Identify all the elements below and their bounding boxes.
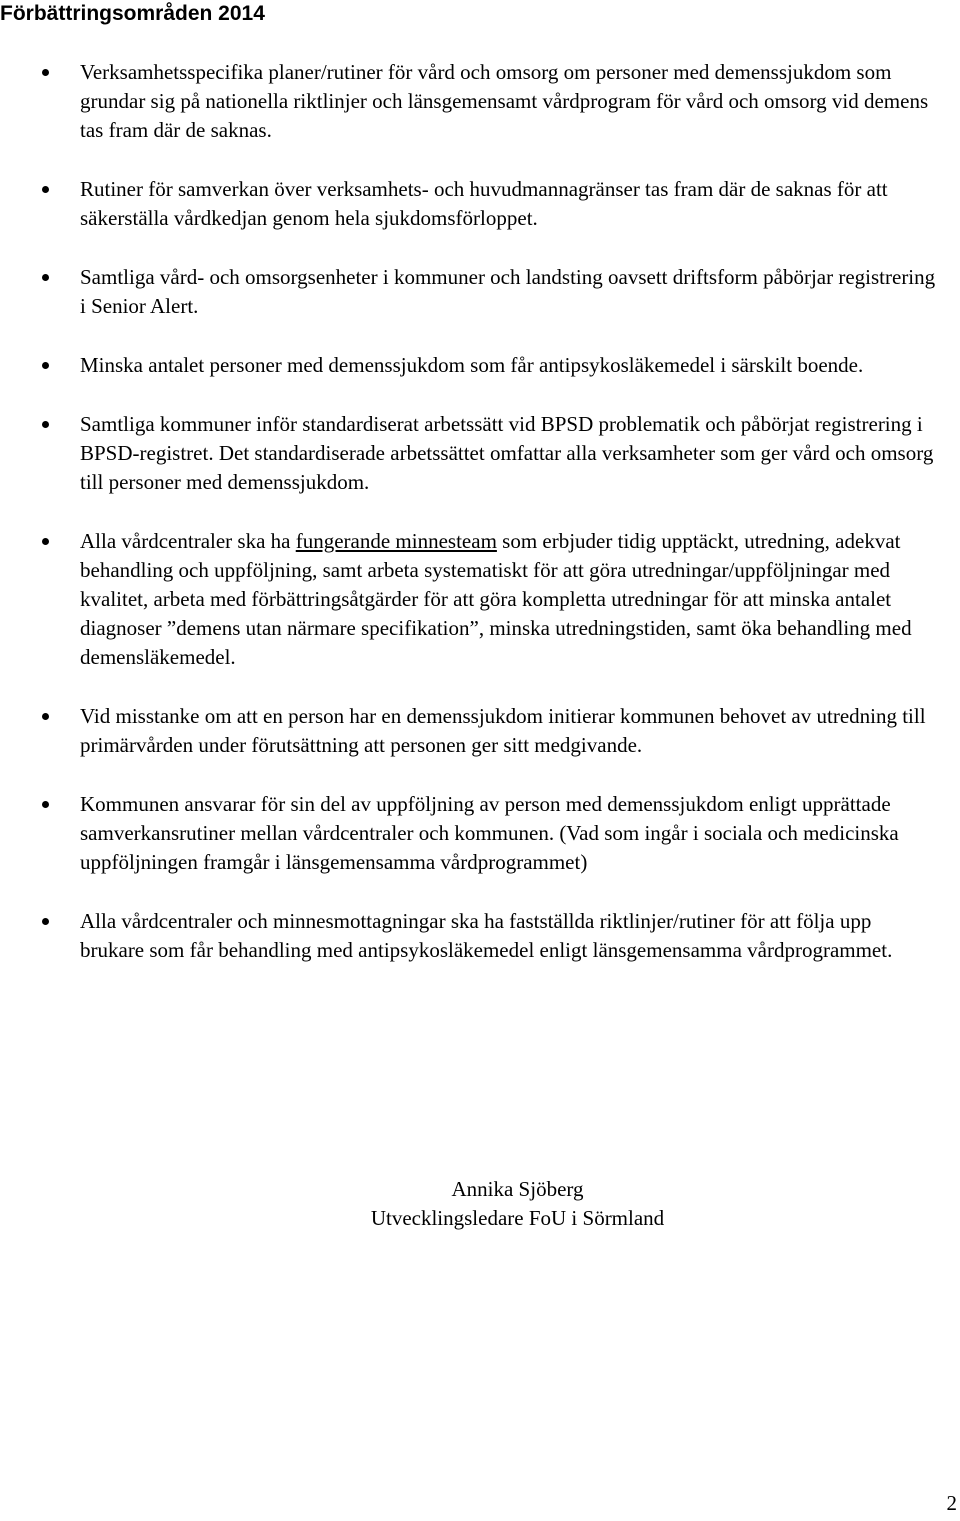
signature-block	[0, 1175, 960, 1233]
bullet-icon	[42, 538, 49, 545]
bullet-icon	[42, 362, 49, 369]
list-item	[0, 527, 940, 672]
page-heading: Förbättringsområden 2014	[0, 2, 265, 25]
list-item	[0, 58, 940, 145]
list-item-text: Minska antalet personer med demenssjukdom som får antipsykosläkemedel i särskilt boende.	[80, 353, 864, 377]
list-item	[0, 175, 940, 233]
list-item-text: Kommunen ansvarar för sin del av uppföljning av person med demenssjukdom enligt upprättade samverkansrutiner mellan vårdcentraler och kommunen. (Vad som ingår i sociala och medicinska uppföljningen framgår i länsgemensamma vårdprogrammet)	[80, 792, 899, 874]
bullet-icon	[42, 274, 49, 281]
signature-name: Annika Sjöberg	[451, 1177, 584, 1201]
list-item	[0, 790, 940, 877]
list-item-text: Alla vårdcentraler och minnesmottagningar ska ha fastställda riktlinjer/rutiner för att följa upp brukare som får behandling med antipsykosläkemedel enligt länsgemensamma vårdprogrammet.	[80, 909, 893, 962]
bullet-icon	[42, 713, 49, 720]
underlined-term: fungerande minnesteam	[295, 529, 497, 553]
list-item	[0, 702, 940, 760]
list-item-text: Vid misstanke om att en person har en demenssjukdom initierar kommunen behovet av utredning till primärvården under förutsättning att personen ger sitt medgivande.	[80, 704, 926, 757]
bullet-icon	[42, 918, 49, 925]
list-item	[0, 907, 940, 965]
list-item	[0, 263, 940, 321]
list-item-text: Rutiner för samverkan över verksamhets- och huvudmannagränser tas fram där de saknas för att säkerställa vårdkedjan genom hela sjukdomsförloppet.	[80, 177, 888, 230]
list-item-text: Samtliga kommuner inför standardiserat arbetssätt vid BPSD problematik och påbörjat registrering i BPSD-registret. Det standardiserade arbetssättet omfattar alla verksamheter som ger vård och omsorg till personer med demenssjukdom.	[80, 412, 934, 494]
list-item-text: Samtliga vård- och omsorgsenheter i kommuner och landsting oavsett driftsform påbörjar registrering i Senior Alert.	[80, 265, 936, 318]
page-number: 2	[946, 1491, 957, 1515]
bullet-icon	[42, 421, 49, 428]
list-item	[0, 410, 940, 497]
signature-title: Utvecklingsledare FoU i Sörmland	[370, 1206, 665, 1230]
list-item-text: Verksamhetsspecifika planer/rutiner för vård och omsorg om personer med demenssjukdom som grundar sig på nationella riktlinjer och länsgemensamt vårdprogram för vård och omsorg vid demens tas fram där de saknas.	[80, 60, 929, 142]
bullet-icon	[42, 801, 49, 808]
bullet-icon	[42, 69, 49, 76]
bullet-icon	[42, 186, 49, 193]
list-item-text-before: Alla vårdcentraler ska ha	[80, 529, 296, 553]
list-item-text-after: som erbjuder tidig upptäckt, utredning, adekvat behandling och uppföljning, samt arbeta systematiskt för att göra utredningar/uppföljningar med kvalitet, arbeta med förbättringsåtgärder för att göra kompletta utredningar för att minska antalet diagnoser ”demens utan närmare specifikation”, minska utredningstiden, samt öka behandling med demensläkemedel.	[80, 529, 912, 669]
list-item	[0, 351, 940, 380]
improvement-list	[0, 58, 960, 995]
